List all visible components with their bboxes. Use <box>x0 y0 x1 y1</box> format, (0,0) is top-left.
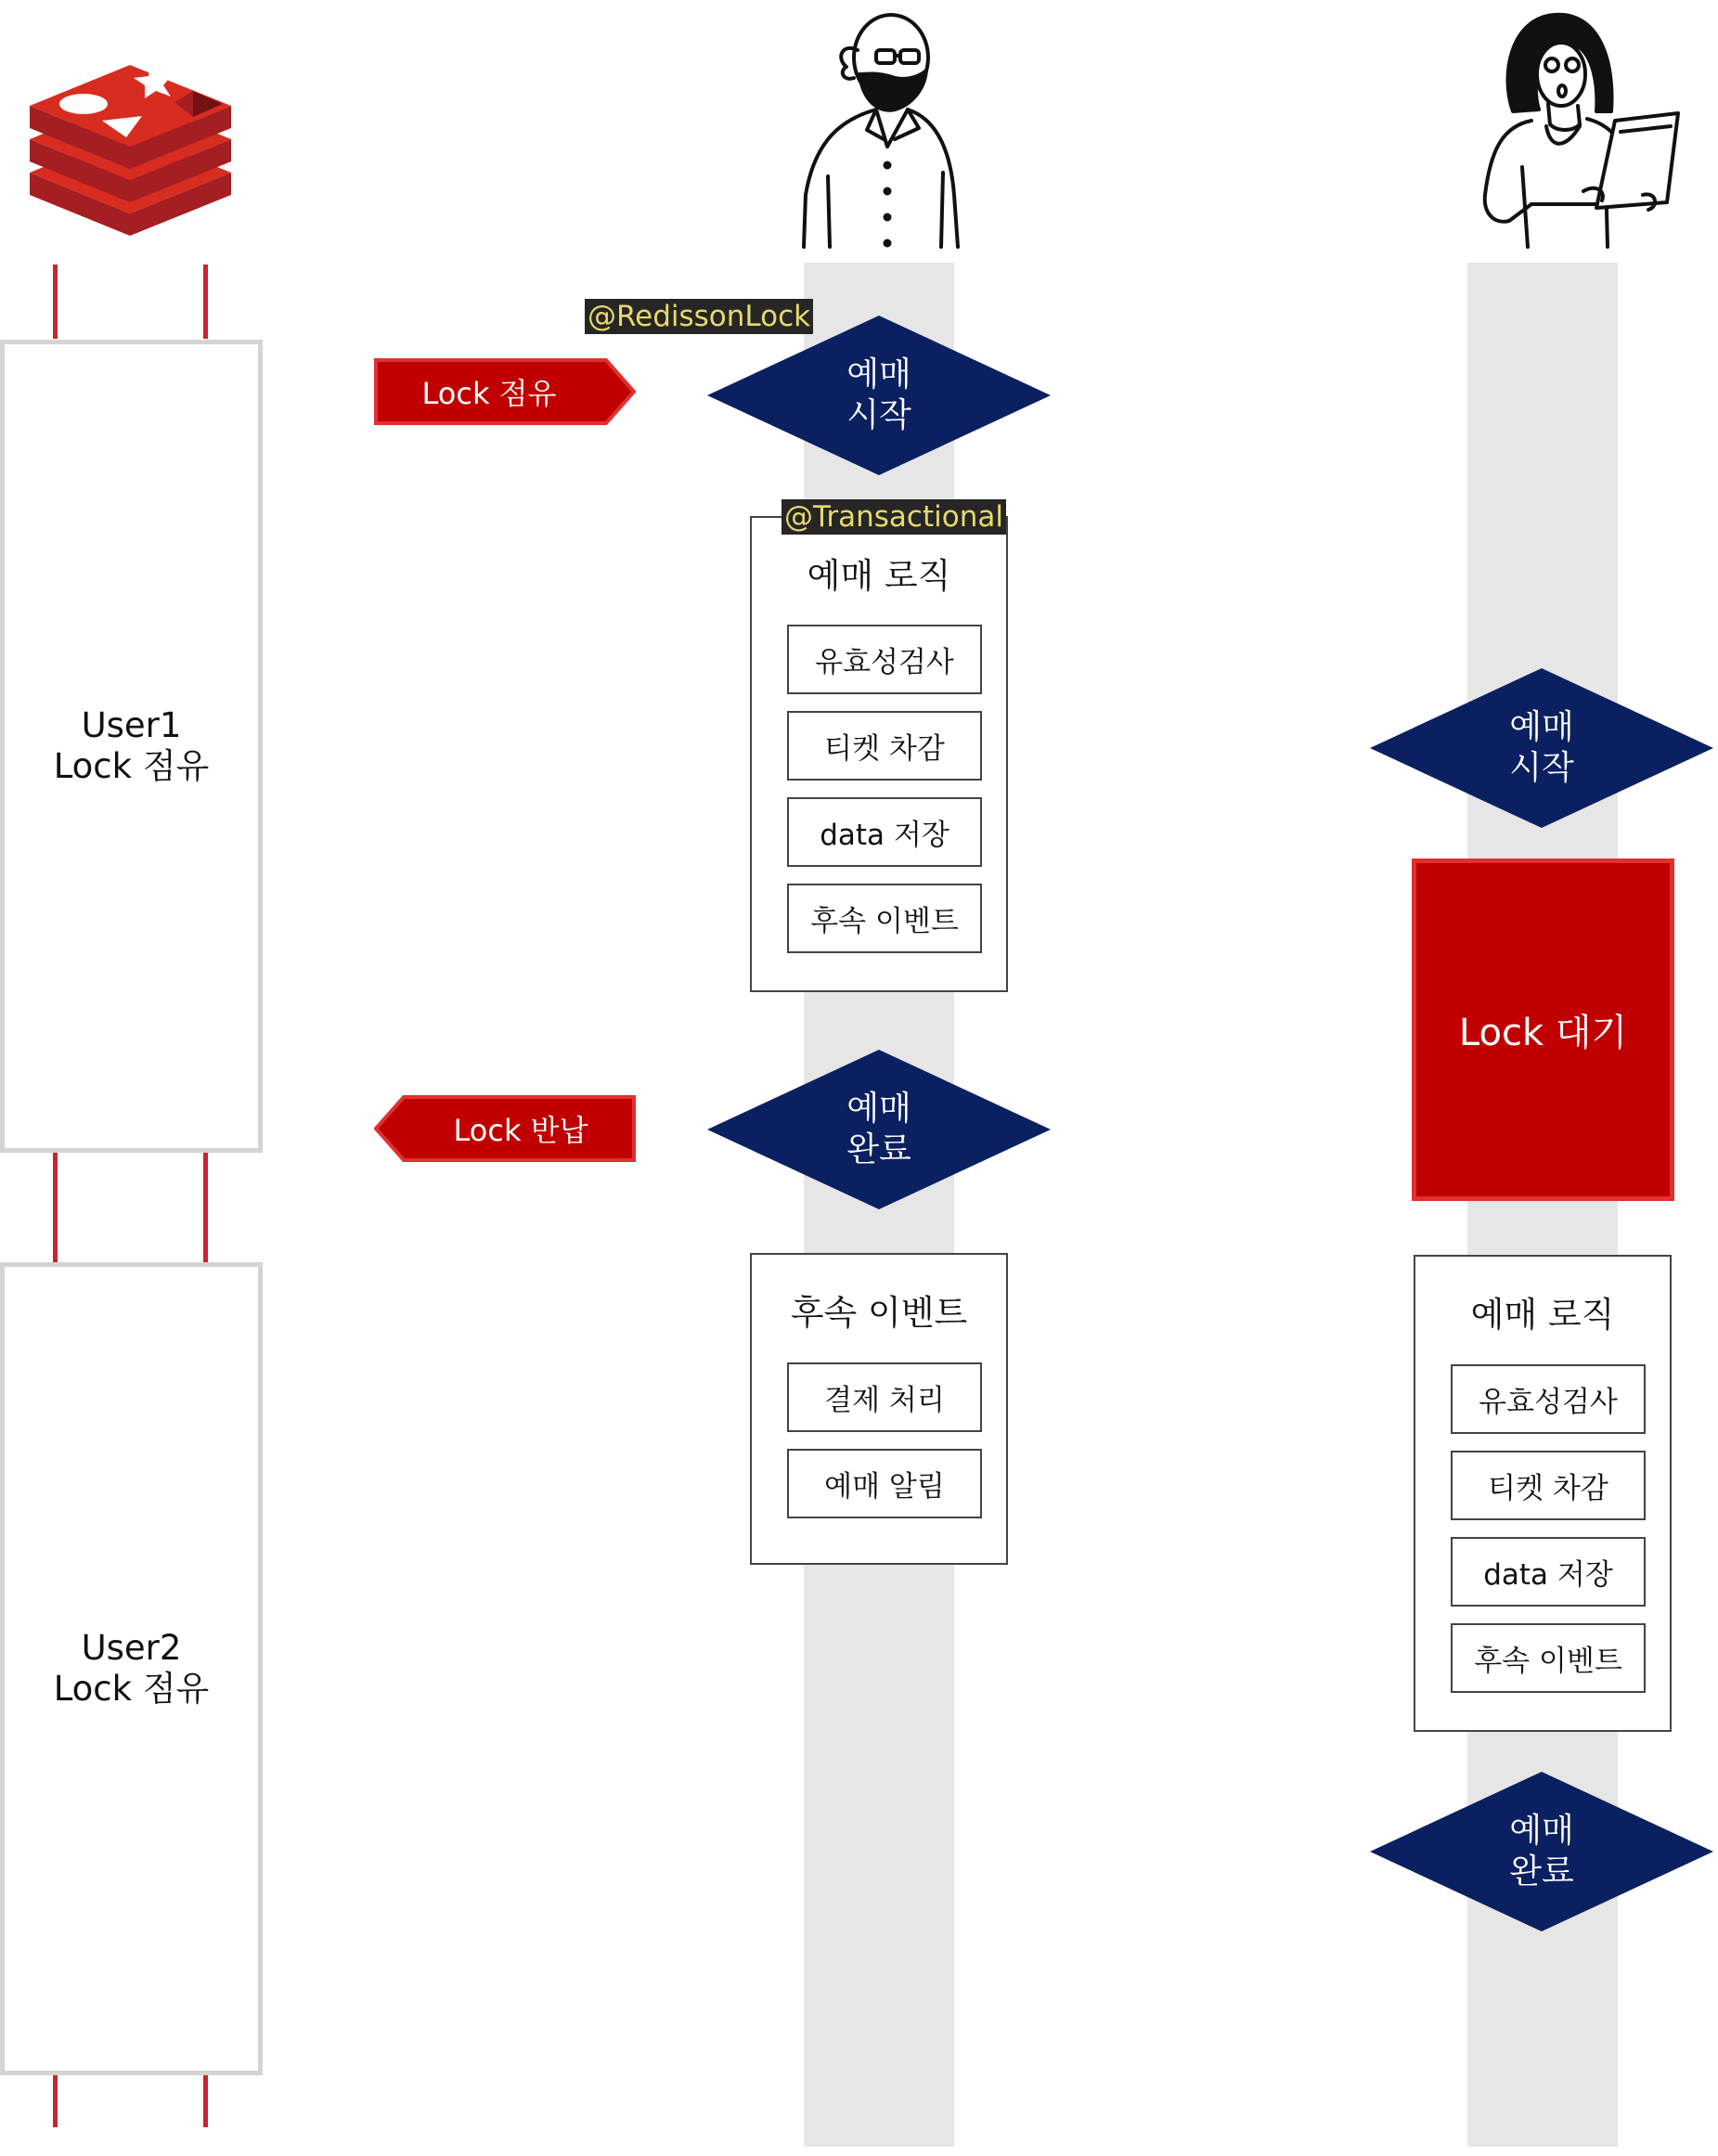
user2-step-data-save: data 저장 <box>1451 1537 1646 1607</box>
user2-start-diamond <box>1370 668 1713 828</box>
user2-lock-wait-box: Lock 대기 <box>1412 859 1674 1201</box>
redis-line <box>53 265 58 339</box>
user2-start-line1: 예매 <box>1509 708 1574 746</box>
user1-lock-label: User1 <box>81 705 182 745</box>
redisson-lock-tag: @RedissonLock <box>585 299 813 334</box>
user1-step-validate: 유효성검사 <box>787 625 982 694</box>
user1-step-data-save: data 저장 <box>787 797 982 867</box>
user1-logic-title: 예매 로직 <box>807 556 951 596</box>
user1-step-notify: 예매 알림 <box>787 1449 982 1518</box>
redis-line <box>53 1153 58 1262</box>
lock-acquire-label: Lock 점유 <box>421 376 557 411</box>
redis-line <box>203 1153 208 1262</box>
redis-line <box>53 2075 58 2127</box>
user1-logic-panel <box>750 516 1008 992</box>
user1-end-diamond <box>707 1050 1051 1209</box>
user1-step-ticket-deduct: 티켓 차감 <box>787 711 982 781</box>
redis-line <box>203 265 208 339</box>
user1-followup-panel <box>750 1253 1008 1565</box>
user2-end-diamond <box>1370 1772 1713 1931</box>
user2-logic-panel <box>1414 1255 1672 1732</box>
user2-start-line2: 시작 <box>1509 749 1574 787</box>
user2-logic-title: 예매 로직 <box>1470 1295 1615 1335</box>
user1-start-line1: 예매 <box>846 355 911 394</box>
user2-lock-hold-box <box>0 1262 263 2075</box>
user1-start-line2: 시작 <box>846 396 911 434</box>
user1-end-line2: 완료 <box>846 1130 911 1168</box>
user2-end-line2: 완료 <box>1509 1853 1574 1891</box>
woman-with-laptop-icon <box>1457 9 1689 252</box>
redis-line <box>203 2075 208 2127</box>
lock-release-label: Lock 반납 <box>453 1113 588 1148</box>
user1-step-payment: 결제 처리 <box>787 1362 982 1432</box>
transactional-tag: @Transactional <box>781 499 1006 535</box>
bearded-man-icon <box>787 9 973 252</box>
user2-step-ticket-deduct: 티켓 차감 <box>1451 1451 1646 1520</box>
user2-step-followup-event: 후속 이벤트 <box>1451 1623 1646 1693</box>
user1-step-followup-event: 후속 이벤트 <box>787 884 982 953</box>
user1-lock-hold-box <box>0 340 263 1153</box>
user1-lock-status: Lock 점유 <box>53 746 210 786</box>
lock-release-arrow <box>374 1095 636 1162</box>
lock-acquire-arrow <box>374 358 636 425</box>
redis-logo-icon <box>26 56 235 241</box>
user1-start-diamond <box>707 316 1051 475</box>
user2-step-validate: 유효성검사 <box>1451 1364 1646 1434</box>
user1-followup-title: 후속 이벤트 <box>790 1293 968 1333</box>
user1-end-line1: 예매 <box>846 1090 911 1128</box>
user2-lock-status: Lock 점유 <box>53 1669 210 1709</box>
user2-lock-label: User2 <box>81 1628 182 1668</box>
user2-end-line1: 예매 <box>1509 1812 1574 1850</box>
